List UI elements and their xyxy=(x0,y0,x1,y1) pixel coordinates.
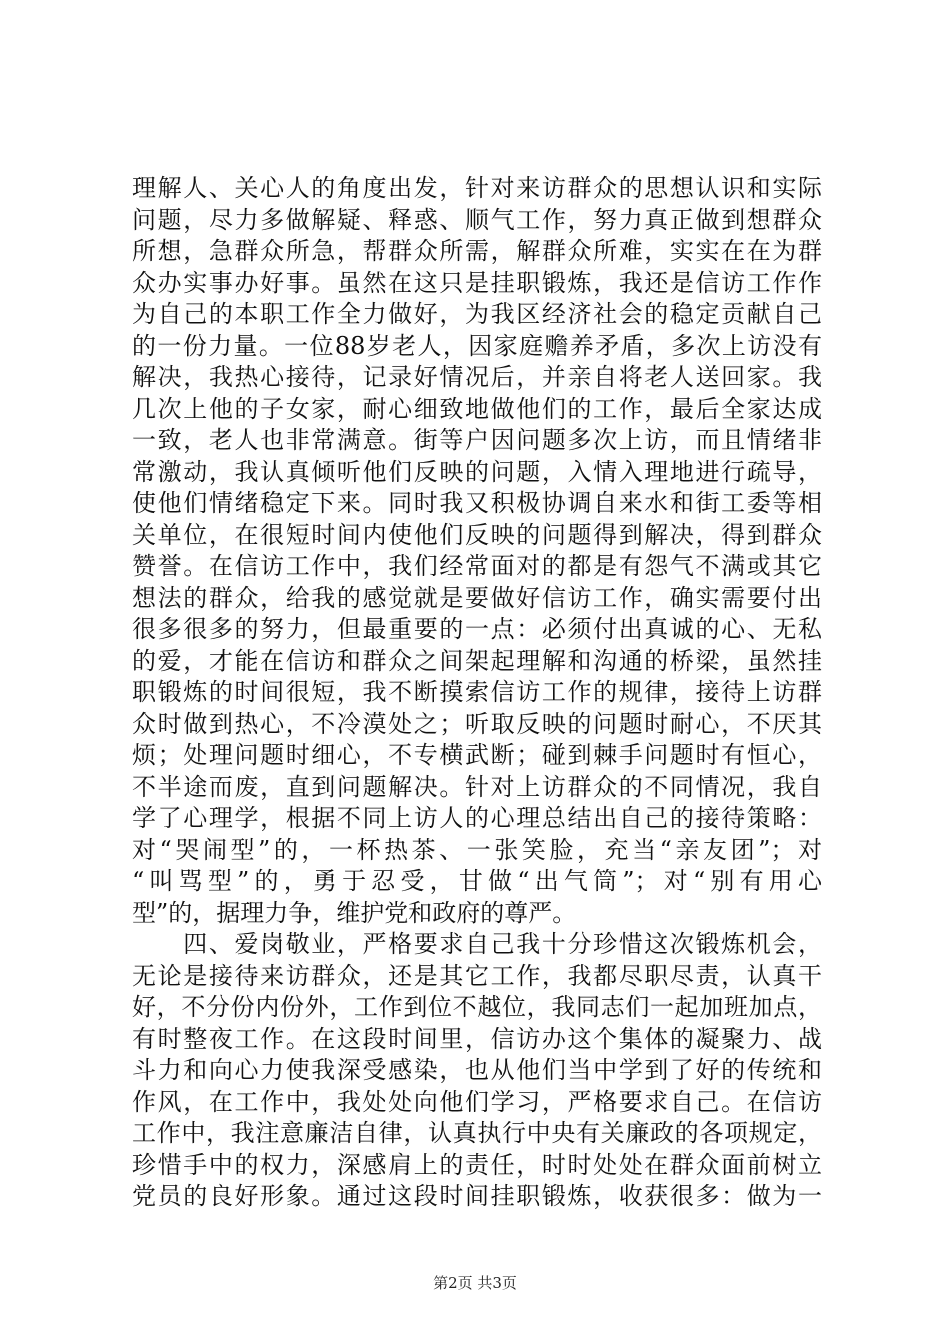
text-line: 解决，我热心接待，记录好情况后，并亲自将老人送回家。我 xyxy=(132,363,822,391)
text-line: 珍惜手中的权力，深感肩上的责任，时时处处在群众面前树立 xyxy=(132,1150,822,1179)
text-line: 好，不分份内份外，工作到位不越位，我同志们一起加班加点， xyxy=(132,993,822,1021)
text-line: 为自己的本职工作全力做好，为我区经济社会的稳定贡献自己 xyxy=(132,300,822,328)
text-line: 对“哭闹型”的，一杯热茶、一张笑脸，充当“亲友团”；对 xyxy=(132,835,822,864)
text-line: 学了心理学，根据不同上访人的心理总结出自己的接待策略： xyxy=(132,804,822,832)
text-line: 所想，急群众所急，帮群众所需，解群众所难，实实在在为群 xyxy=(132,237,822,265)
text-line: 斗力和向心力使我深受感染，也从他们当中学到了好的传统和 xyxy=(132,1056,822,1084)
text-line: 工作中，我注意廉洁自律，认真执行中央有关廉政的各项规定， xyxy=(132,1119,822,1147)
text-line: “叫骂型”的，勇于忍受，甘做“出气筒”；对“别有用心 xyxy=(132,867,822,895)
page-footer: 第2页 共3页 xyxy=(433,1274,517,1292)
body-text xyxy=(132,173,822,1213)
text-line: 常激动，我认真倾听他们反映的问题，入情入理地进行疏导， xyxy=(132,457,822,486)
text-line: 有时整夜工作。在这段时间里，信访办这个集体的凝聚力、战 xyxy=(132,1024,822,1053)
text-line: 的爱，才能在信访和群众之间架起理解和沟通的桥梁，虽然挂 xyxy=(132,646,822,675)
text-line: 使他们情绪稳定下来。同时我又积极协调自来水和街工委等相 xyxy=(132,489,822,517)
text-line: 赞誉。在信访工作中，我们经常面对的都是有怨气不满或其它 xyxy=(132,552,822,580)
text-line: 想法的群众，给我的感觉就是要做好信访工作，确实需要付出 xyxy=(132,583,822,612)
text-line: 一致，老人也非常满意。街等户因问题多次上访，而且情绪非 xyxy=(132,426,822,454)
text-line: 众办实事办好事。虽然在这只是挂职锻炼，我还是信访工作作 xyxy=(132,268,822,297)
text-line: 四、爱岗敬业，严格要求自己我十分珍惜这次锻炼机会， xyxy=(132,930,822,958)
text-line: 关单位，在很短时间内使他们反映的问题得到解决，得到群众 xyxy=(132,520,822,549)
text-line: 几次上他的子女家，耐心细致地做他们的工作，最后全家达成 xyxy=(132,394,822,423)
text-line: 的一份力量。一位88岁老人，因家庭赡养矛盾，多次上访没有 xyxy=(132,331,822,360)
text-line: 问题，尽力多做解疑、释惑、顺气工作，努力真正做到想群众 xyxy=(132,205,822,234)
text-line: 烦；处理问题时细心，不专横武断；碰到棘手问题时有恒心， xyxy=(132,741,822,769)
text-line: 很多很多的努力，但最重要的一点：必须付出真诚的心、无私 xyxy=(132,615,822,643)
text-line: 党员的良好形象。通过这段时间挂职锻炼，收获很多：做为一 xyxy=(132,1182,822,1210)
text-line: 职锻炼的时间很短，我不断摸索信访工作的规律，接待上访群 xyxy=(132,678,822,706)
text-line: 众时做到热心，不冷漠处之；听取反映的问题时耐心，不厌其 xyxy=(132,709,822,738)
text-line: 不半途而废，直到问题解决。针对上访群众的不同情况，我自 xyxy=(132,772,822,801)
text-line: 型”的，据理力争，维护党和政府的尊严。 xyxy=(132,898,577,927)
text-line: 无论是接待来访群众，还是其它工作，我都尽职尽责，认真干 xyxy=(132,961,822,990)
text-line: 理解人、关心人的角度出发，针对来访群众的思想认识和实际 xyxy=(132,174,822,202)
text-line: 作风，在工作中，我处处向他们学习，严格要求自己。在信访 xyxy=(132,1087,822,1116)
